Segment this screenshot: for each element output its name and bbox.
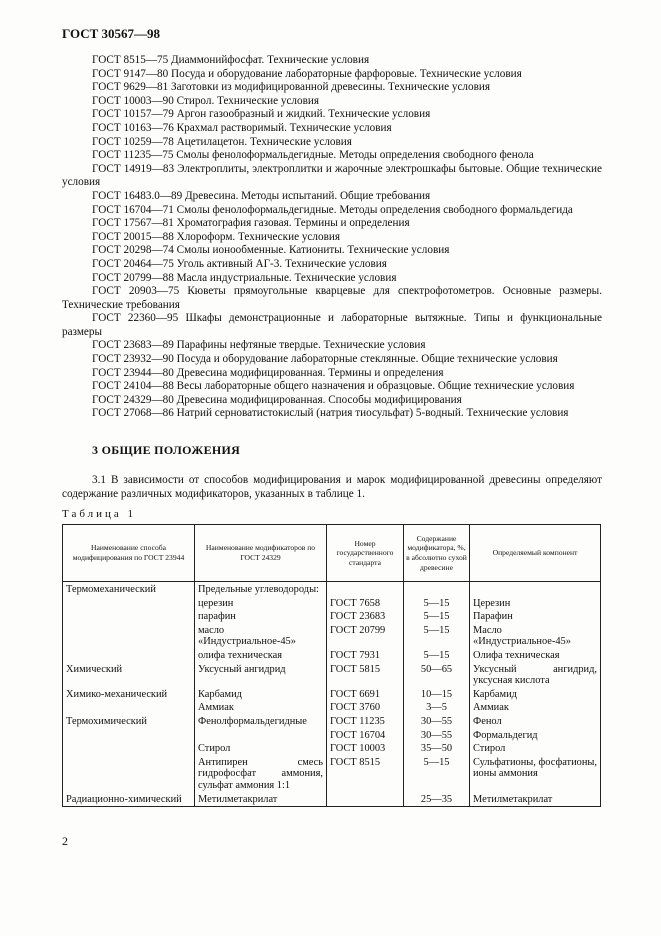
cell-component: Парафин bbox=[470, 610, 601, 624]
table-row bbox=[63, 610, 601, 624]
cell-modifier: Уксусный ангидрид bbox=[195, 663, 327, 688]
section-title: 3 ОБЩИЕ ПОЛОЖЕНИЯ bbox=[92, 443, 241, 457]
cell-method: Химический bbox=[63, 663, 195, 688]
cell-content: 25—35 bbox=[404, 793, 470, 807]
cell-content: 5—15 bbox=[404, 610, 470, 624]
section-paragraph: 3.1 В зависимости от способов модифицирования и марок модифицированной древесины определяют содержание различных модификаторов, указанных в таблице 1. bbox=[62, 474, 602, 500]
cell-modifier bbox=[195, 729, 327, 743]
cell-standard: ГОСТ 11235 bbox=[327, 715, 404, 729]
header-method: Наименование способа модифицирования по ГОСТ 23944 bbox=[63, 525, 195, 582]
cell-content: 10—15 bbox=[404, 688, 470, 702]
cell-modifier: Стирол bbox=[195, 742, 327, 756]
cell-standard: ГОСТ 16704 bbox=[327, 729, 404, 743]
cell-method bbox=[63, 729, 195, 743]
cell-component: Фенол bbox=[470, 715, 601, 729]
reference-item: ГОСТ 9147—80 Посуда и оборудование лабораторные фарфоровые. Технические условия bbox=[92, 67, 522, 80]
cell-content: 35—50 bbox=[404, 742, 470, 756]
reference-item: ГОСТ 10003—90 Стирол. Технические условия bbox=[92, 94, 320, 107]
table-row bbox=[63, 756, 601, 793]
cell-method: Химико-механический bbox=[63, 688, 195, 702]
cell-method bbox=[63, 624, 195, 649]
reference-item: ГОСТ 20903—75 Кюветы прямоугольные кварцевые для спектрофотометров. Основные размеры. Технические требования bbox=[62, 285, 602, 311]
header-component: Определяемый компонент bbox=[470, 525, 601, 582]
cell-standard: ГОСТ 8515 bbox=[327, 756, 404, 793]
reference-item: ГОСТ 10157—79 Аргон газообразный и жидкий. Технические условия bbox=[92, 108, 431, 121]
cell-method bbox=[63, 610, 195, 624]
cell-standard bbox=[327, 793, 404, 807]
header-content: Содержание модификатора, %, в абсолютно сухой древесине bbox=[404, 525, 470, 582]
reference-item: ГОСТ 17567—81 Хроматография газовая. Термины и определения bbox=[92, 217, 410, 230]
cell-component bbox=[470, 582, 601, 597]
cell-standard: ГОСТ 10003 bbox=[327, 742, 404, 756]
table-header-row bbox=[63, 525, 601, 582]
cell-component: Карбамид bbox=[470, 688, 601, 702]
cell-modifier: олифа техническая bbox=[195, 649, 327, 663]
table-row bbox=[63, 663, 601, 688]
cell-content: 5—15 bbox=[404, 597, 470, 611]
cell-method bbox=[63, 597, 195, 611]
reference-item: ГОСТ 10163—76 Крахмал растворимый. Технические условия bbox=[92, 121, 392, 134]
table-caption: Таблица 1 bbox=[62, 508, 137, 520]
cell-content: 5—15 bbox=[404, 649, 470, 663]
reference-item: ГОСТ 9629—81 Заготовки из модифицированной древесины. Технические условия bbox=[92, 81, 491, 94]
cell-content: 30—55 bbox=[404, 715, 470, 729]
reference-item: ГОСТ 20298—74 Смолы ионообменные. Катиониты. Технические условия bbox=[92, 244, 450, 257]
reference-item: ГОСТ 20015—88 Хлороформ. Технические условия bbox=[92, 230, 340, 243]
reference-item: ГОСТ 20464—75 Уголь активный АГ-3. Технические условия bbox=[92, 257, 387, 270]
cell-modifier: Аммиак bbox=[195, 701, 327, 715]
cell-content: 30—55 bbox=[404, 729, 470, 743]
table-row bbox=[63, 715, 601, 729]
cell-modifier: церезин bbox=[195, 597, 327, 611]
cell-content bbox=[404, 582, 470, 597]
cell-component: Стирол bbox=[470, 742, 601, 756]
cell-method: Радиационно-химический bbox=[63, 793, 195, 807]
page-header: ГОСТ 30567—98 bbox=[62, 26, 161, 41]
cell-component: Уксусный ангидрид, уксусная кислота bbox=[470, 663, 601, 688]
reference-item: ГОСТ 20799—88 Масла индустриальные. Технические условия bbox=[92, 271, 397, 284]
cell-standard: ГОСТ 7658 bbox=[327, 597, 404, 611]
reference-item: ГОСТ 16483.0—89 Древесина. Методы испытаний. Общие требования bbox=[92, 189, 431, 202]
cell-method: Термомеханический bbox=[63, 582, 195, 597]
cell-modifier: масло «Индустриальное-45» bbox=[195, 624, 327, 649]
cell-content: 50—65 bbox=[404, 663, 470, 688]
reference-item: ГОСТ 8515—75 Диаммонийфосфат. Технические условия bbox=[92, 54, 370, 66]
page-number: 2 bbox=[62, 834, 68, 848]
table-row bbox=[63, 597, 601, 611]
reference-item: ГОСТ 23932—90 Посуда и оборудование лабораторные стеклянные. Общие технические условия bbox=[92, 353, 558, 366]
cell-modifier: Предельные углеводороды: bbox=[195, 582, 327, 597]
table-row bbox=[63, 701, 601, 715]
reference-item: ГОСТ 23683—89 Парафины нефтяные твердые. Технические условия bbox=[92, 339, 426, 352]
reference-item: ГОСТ 14919—83 Электроплиты, электроплитки и жарочные электрошкафы бытовые. Общие технические условия bbox=[62, 162, 602, 189]
cell-content: 5—15 bbox=[404, 756, 470, 793]
reference-item: ГОСТ 24329—80 Древесина модифицированная. Способы модифицирования bbox=[92, 393, 462, 406]
cell-standard: ГОСТ 3760 bbox=[327, 701, 404, 715]
cell-modifier: Антипирен смесь гидрофосфат аммония, сульфат аммония 1:1 bbox=[195, 756, 327, 793]
cell-method bbox=[63, 756, 195, 793]
header-modifier: Наименование модификаторов по ГОСТ 24329 bbox=[195, 525, 327, 582]
header-standard: Номер государственного стандарта bbox=[327, 525, 404, 582]
cell-modifier: Фенолформальдегидные bbox=[195, 715, 327, 729]
cell-content: 3—5 bbox=[404, 701, 470, 715]
reference-item: ГОСТ 23944—80 Древесина модифицированная. Термины и определения bbox=[92, 366, 444, 379]
reference-item: ГОСТ 10259—78 Ацетилацетон. Технические условия bbox=[92, 135, 352, 148]
table-row bbox=[63, 729, 601, 743]
table-row bbox=[63, 688, 601, 702]
cell-standard: ГОСТ 23683 bbox=[327, 610, 404, 624]
reference-item: ГОСТ 27068—86 Натрий серноватистокислый (натрия тиосульфат) 5-водный. Технические условия bbox=[92, 407, 569, 420]
cell-component: Олифа техническая bbox=[470, 649, 601, 663]
cell-standard: ГОСТ 7931 bbox=[327, 649, 404, 663]
table-row bbox=[63, 793, 601, 807]
cell-standard bbox=[327, 582, 404, 597]
reference-list bbox=[62, 54, 602, 421]
reference-item: ГОСТ 11235—75 Смолы фенолоформальдегидные. Методы определения свободного фенола bbox=[92, 149, 534, 162]
cell-component: Метилметакрилат bbox=[470, 793, 601, 807]
cell-method: Термохимический bbox=[63, 715, 195, 729]
cell-modifier: парафин bbox=[195, 610, 327, 624]
cell-modifier: Карбамид bbox=[195, 688, 327, 702]
reference-item: ГОСТ 24104—88 Весы лабораторные общего назначения и образцовые. Общие технические условия bbox=[92, 380, 575, 393]
table-row bbox=[63, 582, 601, 597]
modifiers-table bbox=[62, 524, 601, 807]
reference-item: ГОСТ 22360—95 Шкафы демонстрационные и лабораторные вытяжные. Типы и функциональные размеры bbox=[62, 312, 602, 338]
table-row bbox=[63, 624, 601, 649]
cell-standard: ГОСТ 20799 bbox=[327, 624, 404, 649]
reference-item: ГОСТ 16704—71 Смолы фенолоформальдегидные. Методы определения свободного формальдегида bbox=[92, 203, 573, 216]
cell-modifier: Метилметакрилат bbox=[195, 793, 327, 807]
cell-component: Масло «Индустриальное-45» bbox=[470, 624, 601, 649]
table-row bbox=[63, 649, 601, 663]
cell-component: Сульфатионы, фосфатионы, ионы аммония bbox=[470, 756, 601, 793]
cell-component: Аммиак bbox=[470, 701, 601, 715]
cell-component: Формальдегид bbox=[470, 729, 601, 743]
cell-method bbox=[63, 649, 195, 663]
cell-standard: ГОСТ 5815 bbox=[327, 663, 404, 688]
cell-standard: ГОСТ 6691 bbox=[327, 688, 404, 702]
cell-component: Церезин bbox=[470, 597, 601, 611]
table-row bbox=[63, 742, 601, 756]
cell-method bbox=[63, 701, 195, 715]
cell-content: 5—15 bbox=[404, 624, 470, 649]
cell-method bbox=[63, 742, 195, 756]
